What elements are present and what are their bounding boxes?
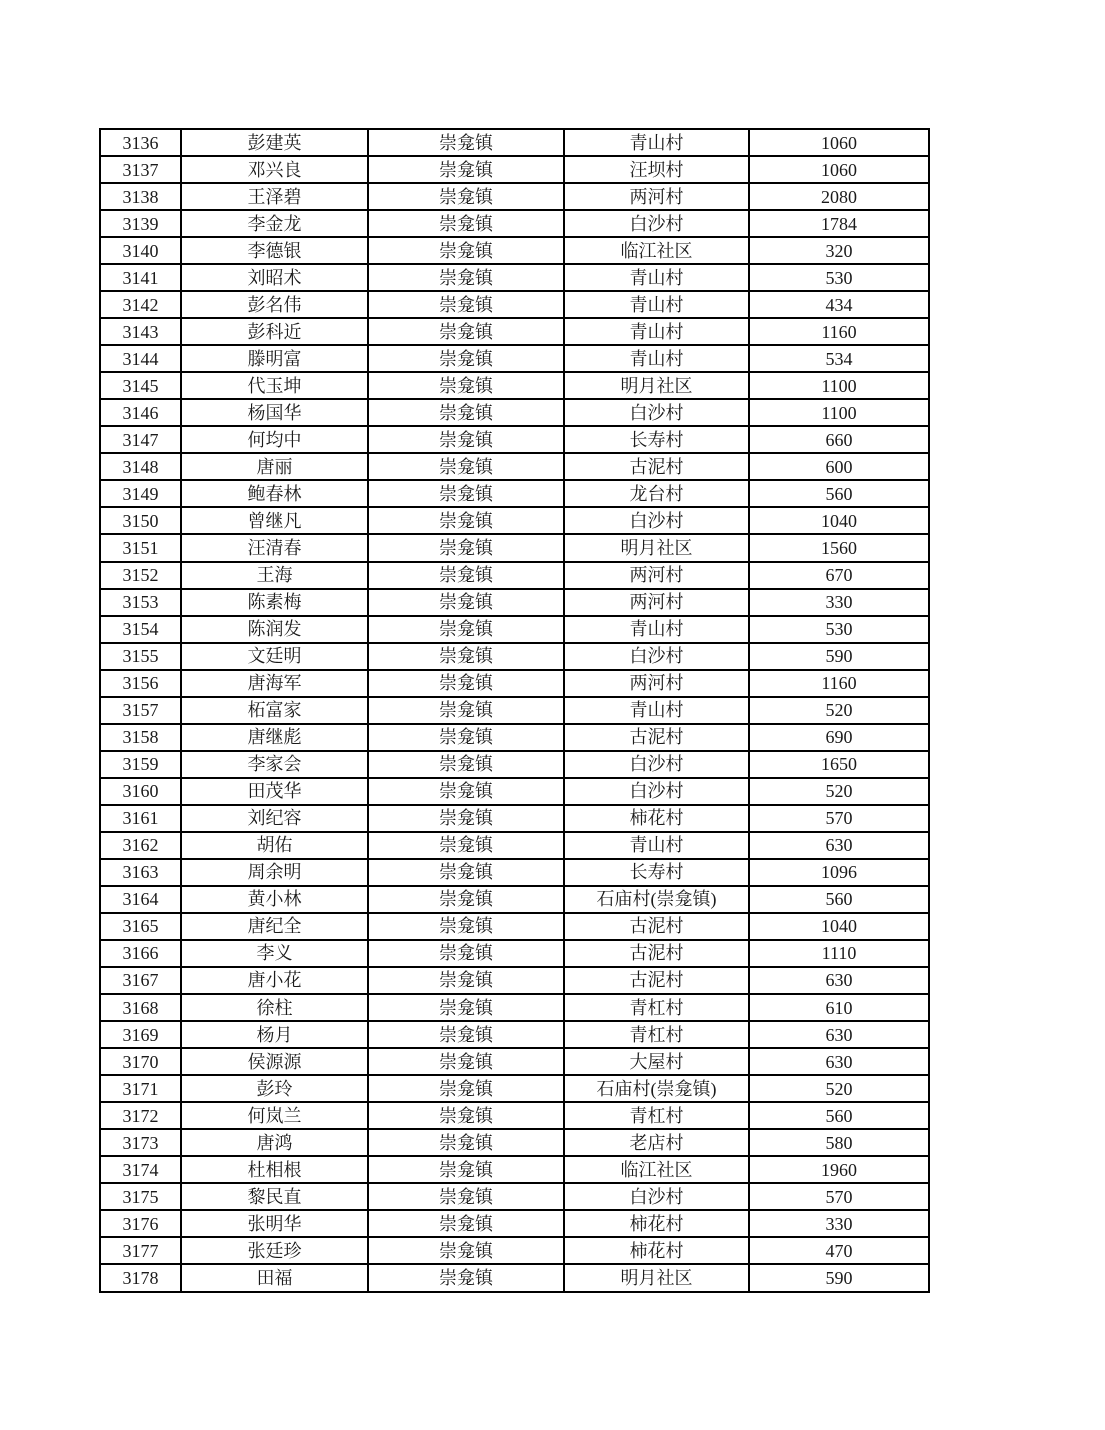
table-cell-amount: 560	[749, 886, 929, 913]
table-cell-serial-number: 3169	[100, 1021, 181, 1048]
table-cell-serial-number: 3174	[100, 1156, 181, 1183]
table-cell-serial-number: 3170	[100, 1048, 181, 1075]
table-cell-village: 古泥村	[564, 724, 749, 751]
table-cell-name: 张明华	[181, 1210, 368, 1237]
table-cell-serial-number: 3157	[100, 697, 181, 724]
table-cell-village: 石庙村(崇龛镇)	[564, 886, 749, 913]
table-cell-town: 崇龛镇	[368, 805, 564, 832]
table-cell-name: 何岚兰	[181, 1102, 368, 1129]
table-cell-serial-number: 3158	[100, 724, 181, 751]
table-cell-town: 崇龛镇	[368, 616, 564, 643]
table-cell-amount: 560	[749, 1102, 929, 1129]
table-cell-town: 崇龛镇	[368, 183, 564, 210]
table-cell-serial-number: 3154	[100, 616, 181, 643]
table-cell-town: 崇龛镇	[368, 1210, 564, 1237]
table-cell-amount: 1040	[749, 507, 929, 534]
table-cell-serial-number: 3177	[100, 1237, 181, 1264]
table-cell-amount: 1784	[749, 210, 929, 237]
table-cell-village: 汪坝村	[564, 156, 749, 183]
table-cell-village: 古泥村	[564, 967, 749, 994]
table-cell-village: 青山村	[564, 616, 749, 643]
table-cell-serial-number: 3176	[100, 1210, 181, 1237]
table-cell-town: 崇龛镇	[368, 399, 564, 426]
table-cell-name: 杨月	[181, 1021, 368, 1048]
table-cell-town: 崇龛镇	[368, 1183, 564, 1210]
table-cell-serial-number: 3159	[100, 751, 181, 778]
table-cell-village: 青杠村	[564, 1102, 749, 1129]
table-cell-town: 崇龛镇	[368, 913, 564, 940]
table-cell-town: 崇龛镇	[368, 453, 564, 480]
table-cell-town: 崇龛镇	[368, 372, 564, 399]
table-row	[100, 426, 929, 453]
table-cell-amount: 1110	[749, 940, 929, 967]
table-cell-name: 田茂华	[181, 778, 368, 805]
table-row	[100, 372, 929, 399]
table-row	[100, 1075, 929, 1102]
table-row	[100, 859, 929, 886]
table-cell-serial-number: 3172	[100, 1102, 181, 1129]
table-cell-amount: 1096	[749, 859, 929, 886]
table-cell-serial-number: 3150	[100, 507, 181, 534]
table-cell-town: 崇龛镇	[368, 1048, 564, 1075]
table-cell-town: 崇龛镇	[368, 264, 564, 291]
table-cell-serial-number: 3160	[100, 778, 181, 805]
table-cell-amount: 660	[749, 426, 929, 453]
table-cell-amount: 630	[749, 832, 929, 859]
table-row	[100, 399, 929, 426]
table-cell-name: 徐柱	[181, 994, 368, 1021]
table-cell-name: 鲍春林	[181, 480, 368, 507]
table-cell-amount: 590	[749, 1264, 929, 1292]
table-row	[100, 805, 929, 832]
table-cell-town: 崇龛镇	[368, 697, 564, 724]
table-cell-name: 杨国华	[181, 399, 368, 426]
table-row	[100, 1237, 929, 1264]
table-cell-name: 彭科近	[181, 318, 368, 345]
table-cell-serial-number: 3161	[100, 805, 181, 832]
table-cell-amount: 1060	[749, 156, 929, 183]
table-cell-village: 青山村	[564, 291, 749, 318]
table-cell-amount: 580	[749, 1129, 929, 1156]
table-cell-town: 崇龛镇	[368, 1075, 564, 1102]
table-cell-village: 青山村	[564, 697, 749, 724]
table-cell-town: 崇龛镇	[368, 426, 564, 453]
table-cell-serial-number: 3137	[100, 156, 181, 183]
table-cell-village: 两河村	[564, 183, 749, 210]
table-cell-amount: 520	[749, 778, 929, 805]
table-cell-serial-number: 3146	[100, 399, 181, 426]
table-cell-town: 崇龛镇	[368, 859, 564, 886]
table-row	[100, 1210, 929, 1237]
table-cell-serial-number: 3171	[100, 1075, 181, 1102]
table-cell-village: 青山村	[564, 345, 749, 372]
table-cell-village: 古泥村	[564, 940, 749, 967]
table-cell-village: 两河村	[564, 589, 749, 616]
table-cell-serial-number: 3151	[100, 534, 181, 561]
table-cell-amount: 2080	[749, 183, 929, 210]
table-cell-amount: 534	[749, 345, 929, 372]
table-cell-town: 崇龛镇	[368, 562, 564, 589]
table-cell-town: 崇龛镇	[368, 507, 564, 534]
table-cell-serial-number: 3167	[100, 967, 181, 994]
table-row	[100, 616, 929, 643]
table-cell-amount: 530	[749, 264, 929, 291]
table-cell-name: 彭名伟	[181, 291, 368, 318]
table-cell-town: 崇龛镇	[368, 480, 564, 507]
table-cell-town: 崇龛镇	[368, 994, 564, 1021]
table-cell-serial-number: 3162	[100, 832, 181, 859]
table-cell-serial-number: 3153	[100, 589, 181, 616]
table-cell-serial-number: 3156	[100, 670, 181, 697]
table-cell-town: 崇龛镇	[368, 778, 564, 805]
table-row	[100, 1129, 929, 1156]
table-cell-village: 白沙村	[564, 507, 749, 534]
table-cell-village: 柿花村	[564, 805, 749, 832]
table-row	[100, 913, 929, 940]
table-cell-name: 李家会	[181, 751, 368, 778]
table-row	[100, 453, 929, 480]
table-cell-amount: 1650	[749, 751, 929, 778]
table-cell-amount: 1960	[749, 1156, 929, 1183]
table-cell-name: 陈素梅	[181, 589, 368, 616]
table-cell-village: 明月社区	[564, 372, 749, 399]
table-cell-name: 彭玲	[181, 1075, 368, 1102]
table-cell-village: 柿花村	[564, 1210, 749, 1237]
table-cell-amount: 670	[749, 562, 929, 589]
table-cell-name: 代玉坤	[181, 372, 368, 399]
table-row	[100, 183, 929, 210]
table-cell-serial-number: 3173	[100, 1129, 181, 1156]
table-cell-village: 白沙村	[564, 643, 749, 670]
table-cell-amount: 1160	[749, 670, 929, 697]
table-row	[100, 697, 929, 724]
table-cell-serial-number: 3155	[100, 643, 181, 670]
table-cell-town: 崇龛镇	[368, 886, 564, 913]
table-row	[100, 832, 929, 859]
table-cell-amount: 1100	[749, 372, 929, 399]
table-cell-village: 青山村	[564, 129, 749, 156]
table-cell-serial-number: 3142	[100, 291, 181, 318]
table-cell-name: 唐纪全	[181, 913, 368, 940]
table-cell-serial-number: 3136	[100, 129, 181, 156]
table-cell-serial-number: 3138	[100, 183, 181, 210]
table-cell-serial-number: 3152	[100, 562, 181, 589]
table-cell-serial-number: 3144	[100, 345, 181, 372]
table-row	[100, 237, 929, 264]
table-cell-town: 崇龛镇	[368, 751, 564, 778]
table-cell-town: 崇龛镇	[368, 670, 564, 697]
table-row	[100, 886, 929, 913]
table-cell-town: 崇龛镇	[368, 534, 564, 561]
table-cell-village: 临江社区	[564, 237, 749, 264]
table-cell-village: 石庙村(崇龛镇)	[564, 1075, 749, 1102]
table-cell-name: 唐小花	[181, 967, 368, 994]
table-cell-name: 胡佑	[181, 832, 368, 859]
table-row	[100, 589, 929, 616]
table-cell-town: 崇龛镇	[368, 589, 564, 616]
table-cell-amount: 530	[749, 616, 929, 643]
table-row	[100, 129, 929, 156]
table-cell-name: 邓兴良	[181, 156, 368, 183]
table-cell-amount: 520	[749, 697, 929, 724]
table-cell-amount: 570	[749, 1183, 929, 1210]
table-row	[100, 318, 929, 345]
table-cell-village: 长寿村	[564, 859, 749, 886]
table-cell-village: 白沙村	[564, 210, 749, 237]
table-cell-amount: 1100	[749, 399, 929, 426]
table-cell-name: 唐海军	[181, 670, 368, 697]
table-body	[100, 129, 929, 1292]
table-cell-name: 侯源源	[181, 1048, 368, 1075]
table-cell-town: 崇龛镇	[368, 1129, 564, 1156]
table-cell-town: 崇龛镇	[368, 291, 564, 318]
table-cell-amount: 434	[749, 291, 929, 318]
table-cell-name: 文廷明	[181, 643, 368, 670]
table-cell-town: 崇龛镇	[368, 1237, 564, 1264]
table-cell-serial-number: 3178	[100, 1264, 181, 1292]
table-cell-village: 白沙村	[564, 399, 749, 426]
table-cell-village: 两河村	[564, 670, 749, 697]
table-cell-name: 张廷珍	[181, 1237, 368, 1264]
table-cell-serial-number: 3165	[100, 913, 181, 940]
table-cell-name: 李义	[181, 940, 368, 967]
table-cell-name: 唐继彪	[181, 724, 368, 751]
table-cell-name: 王海	[181, 562, 368, 589]
table-cell-serial-number: 3143	[100, 318, 181, 345]
table-cell-serial-number: 3175	[100, 1183, 181, 1210]
table-cell-name: 彭建英	[181, 129, 368, 156]
table-cell-village: 柿花村	[564, 1237, 749, 1264]
table-row	[100, 1264, 929, 1292]
table-cell-amount: 610	[749, 994, 929, 1021]
table-row	[100, 670, 929, 697]
table-cell-town: 崇龛镇	[368, 724, 564, 751]
table-row	[100, 210, 929, 237]
table-cell-village: 白沙村	[564, 778, 749, 805]
table-cell-town: 崇龛镇	[368, 318, 564, 345]
table-cell-name: 杜相根	[181, 1156, 368, 1183]
table-cell-town: 崇龛镇	[368, 345, 564, 372]
table-cell-town: 崇龛镇	[368, 1021, 564, 1048]
table-cell-amount: 630	[749, 967, 929, 994]
table-cell-amount: 600	[749, 453, 929, 480]
table-row	[100, 1183, 929, 1210]
table-cell-name: 刘纪容	[181, 805, 368, 832]
table-cell-village: 青山村	[564, 318, 749, 345]
table-cell-serial-number: 3140	[100, 237, 181, 264]
table-row	[100, 724, 929, 751]
table-cell-serial-number: 3148	[100, 453, 181, 480]
table-cell-name: 唐丽	[181, 453, 368, 480]
table-cell-name: 唐鸿	[181, 1129, 368, 1156]
table-cell-village: 青山村	[564, 832, 749, 859]
table-cell-town: 崇龛镇	[368, 129, 564, 156]
table-cell-serial-number: 3168	[100, 994, 181, 1021]
table-cell-town: 崇龛镇	[368, 237, 564, 264]
table-cell-village: 大屋村	[564, 1048, 749, 1075]
table-cell-town: 崇龛镇	[368, 1264, 564, 1292]
table-cell-name: 田福	[181, 1264, 368, 1292]
table-cell-amount: 630	[749, 1021, 929, 1048]
table-cell-serial-number: 3166	[100, 940, 181, 967]
table-cell-village: 长寿村	[564, 426, 749, 453]
table-cell-name: 李金龙	[181, 210, 368, 237]
table-row	[100, 291, 929, 318]
table-cell-serial-number: 3149	[100, 480, 181, 507]
table-cell-village: 青杠村	[564, 1021, 749, 1048]
table-row	[100, 534, 929, 561]
table-row	[100, 1156, 929, 1183]
table-cell-serial-number: 3163	[100, 859, 181, 886]
table-cell-town: 崇龛镇	[368, 210, 564, 237]
table-row	[100, 507, 929, 534]
table-cell-town: 崇龛镇	[368, 940, 564, 967]
table-cell-village: 古泥村	[564, 453, 749, 480]
table-cell-town: 崇龛镇	[368, 1156, 564, 1183]
table-cell-amount: 470	[749, 1237, 929, 1264]
table-row	[100, 940, 929, 967]
table-cell-village: 明月社区	[564, 1264, 749, 1292]
table-cell-amount: 330	[749, 589, 929, 616]
table-row	[100, 751, 929, 778]
table-cell-village: 明月社区	[564, 534, 749, 561]
table-row	[100, 264, 929, 291]
table-cell-village: 青山村	[564, 264, 749, 291]
table-cell-amount: 1160	[749, 318, 929, 345]
table-cell-serial-number: 3141	[100, 264, 181, 291]
table-cell-name: 何均中	[181, 426, 368, 453]
table-row	[100, 1102, 929, 1129]
table-cell-town: 崇龛镇	[368, 967, 564, 994]
table-cell-name: 王泽碧	[181, 183, 368, 210]
table-cell-name: 黄小林	[181, 886, 368, 913]
table-cell-name: 汪清春	[181, 534, 368, 561]
table-cell-name: 柘富家	[181, 697, 368, 724]
table-cell-name: 李德银	[181, 237, 368, 264]
table-cell-village: 青杠村	[564, 994, 749, 1021]
table-cell-village: 古泥村	[564, 913, 749, 940]
table-row	[100, 480, 929, 507]
table-row	[100, 643, 929, 670]
table-cell-amount: 570	[749, 805, 929, 832]
table-cell-amount: 330	[749, 1210, 929, 1237]
table-cell-village: 白沙村	[564, 1183, 749, 1210]
table-cell-name: 黎民直	[181, 1183, 368, 1210]
table-cell-name: 刘昭术	[181, 264, 368, 291]
table-row	[100, 778, 929, 805]
beneficiary-table	[99, 128, 930, 1293]
table-cell-name: 滕明富	[181, 345, 368, 372]
table-cell-amount: 590	[749, 643, 929, 670]
table-cell-name: 曾继凡	[181, 507, 368, 534]
table-cell-amount: 520	[749, 1075, 929, 1102]
table-row	[100, 1021, 929, 1048]
table-cell-amount: 320	[749, 237, 929, 264]
table-cell-serial-number: 3139	[100, 210, 181, 237]
table-cell-town: 崇龛镇	[368, 1102, 564, 1129]
table-cell-name: 周余明	[181, 859, 368, 886]
table-cell-village: 两河村	[564, 562, 749, 589]
table-row	[100, 345, 929, 372]
table-cell-name: 陈润发	[181, 616, 368, 643]
table-cell-town: 崇龛镇	[368, 832, 564, 859]
table-row	[100, 562, 929, 589]
table-cell-serial-number: 3164	[100, 886, 181, 913]
table-cell-amount: 630	[749, 1048, 929, 1075]
table-row	[100, 1048, 929, 1075]
table-cell-town: 崇龛镇	[368, 643, 564, 670]
table-cell-village: 老店村	[564, 1129, 749, 1156]
table-cell-amount: 560	[749, 480, 929, 507]
table-row	[100, 156, 929, 183]
table-cell-amount: 1040	[749, 913, 929, 940]
table-cell-town: 崇龛镇	[368, 156, 564, 183]
table-row	[100, 967, 929, 994]
table-cell-village: 白沙村	[564, 751, 749, 778]
table-cell-amount: 1060	[749, 129, 929, 156]
table-cell-village: 龙台村	[564, 480, 749, 507]
table-cell-amount: 690	[749, 724, 929, 751]
table-cell-village: 临江社区	[564, 1156, 749, 1183]
table-cell-serial-number: 3145	[100, 372, 181, 399]
table-cell-amount: 1560	[749, 534, 929, 561]
table-cell-serial-number: 3147	[100, 426, 181, 453]
table-row	[100, 994, 929, 1021]
